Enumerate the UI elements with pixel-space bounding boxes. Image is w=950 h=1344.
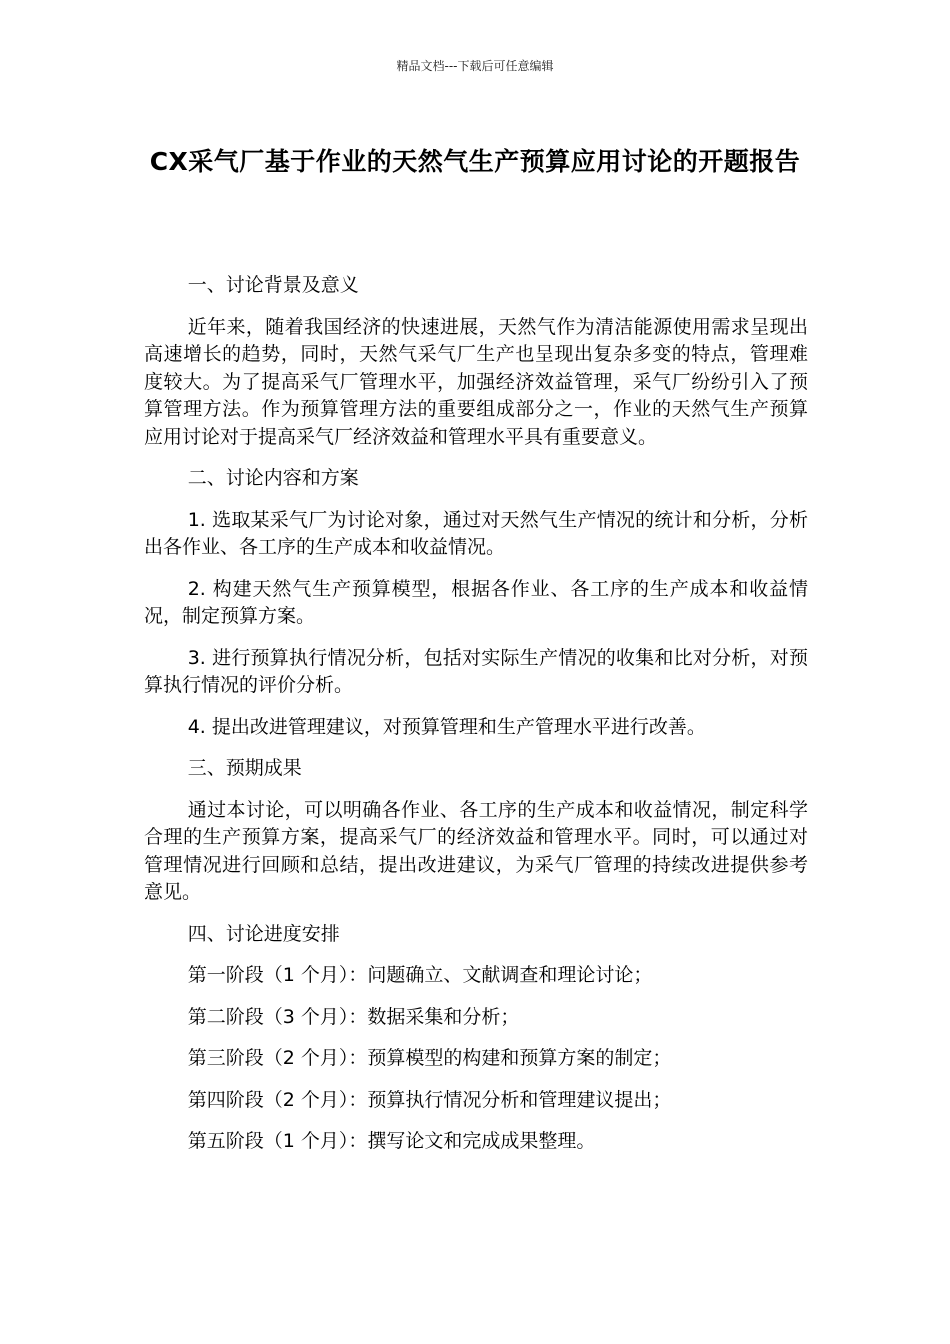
section-heading-content-plan: 二、讨论内容和方案 <box>187 467 359 489</box>
paragraph-background: 近年来，随着我国经济的快速进展，天然气作为清洁能源使用需求呈现出高速增长的趋势，同时，天然气采气厂生产也呈现出复杂多变的特点，管理难度较大。为了提高采气厂管理水平，加强经济效益管理，采气厂纷纷引入了预算管理方法。作为预算管理方法的重要组成部分之一，作业的天然气生产预算应用讨论对于提高采气厂经济效益和管理水平具有重要意义。 <box>144 315 808 448</box>
list-item-plan-4: 4. 提出改进管理建议，对预算管理和生产管理水平进行改善。 <box>187 715 706 738</box>
schedule-stage-1: 第一阶段（1 个月）：问题确立、文献调查和理论讨论； <box>187 964 653 986</box>
header-note: 精品文档---下载后可任意编辑 <box>396 59 554 73</box>
section-heading-background: 一、讨论背景及意义 <box>187 274 359 296</box>
paragraph-expected-results: 通过本讨论，可以明确各作业、各工序的生产成本和收益情况，制定科学合理的生产预算方案，提高采气厂的经济效益和管理水平。同时，可以通过对管理情况进行回顾和总结，提出改进建议，为采气厂管理的持续改进提供参考意见。 <box>144 798 808 903</box>
schedule-stage-5: 第五阶段（1 个月）：撰写论文和完成成果整理。 <box>187 1130 596 1152</box>
list-item-plan-2: 2. 构建天然气生产预算模型，根据各作业、各工序的生产成本和收益情况，制定预算方案。 <box>144 577 808 627</box>
document-body <box>144 272 808 1170</box>
list-item-plan-1: 1. 选取某采气厂为讨论对象，通过对天然气生产情况的统计和分析，分析出各作业、各工序的生产成本和收益情况。 <box>144 508 808 558</box>
document-title: CX采气厂基于作业的天然气生产预算应用讨论的开题报告 <box>149 147 801 176</box>
schedule-stage-2: 第二阶段（3 个月）：数据采集和分析； <box>187 1005 520 1028</box>
schedule-stage-3: 第三阶段（2 个月）：预算模型的构建和预算方案的制定； <box>187 1047 672 1069</box>
schedule-stage-4: 第四阶段（2 个月）：预算执行情况分析和管理建议提出； <box>187 1088 672 1111</box>
list-item-plan-3: 3. 进行预算执行情况分析，包括对实际生产情况的收集和比对分析，对预算执行情况的评价分析。 <box>144 646 808 696</box>
section-heading-expected-results: 三、预期成果 <box>187 757 302 779</box>
section-heading-schedule: 四、讨论进度安排 <box>187 922 340 945</box>
